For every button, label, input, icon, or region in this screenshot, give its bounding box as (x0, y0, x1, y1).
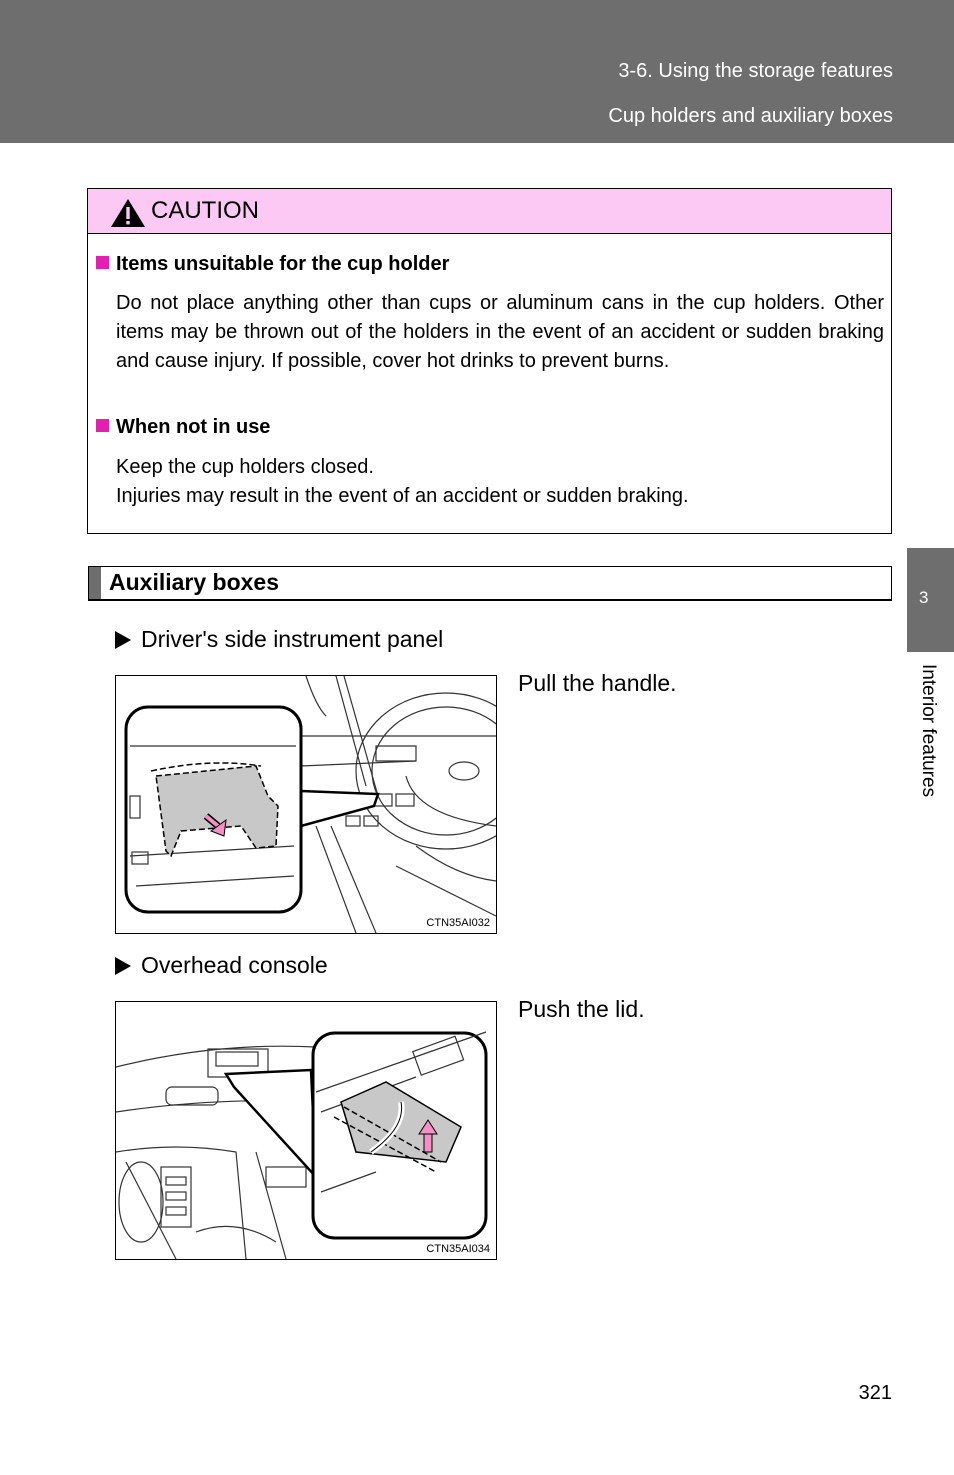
figure-code: CTN35AI034 (426, 1243, 490, 1255)
chapter-number: 3 (919, 588, 929, 607)
instrument-panel-box-illustration (116, 676, 496, 933)
figure-code: CTN35AI032 (426, 917, 490, 929)
section-heading: Auxiliary boxes (109, 569, 280, 595)
overhead-console-box-illustration (116, 1002, 496, 1259)
page-header (0, 0, 954, 143)
caution-box (87, 188, 892, 534)
chapter-label: Interior features (918, 664, 939, 798)
entry-instruction: Push the lid. (518, 996, 645, 1022)
caution-item-text: Do not place anything other than cups or aluminum cans in the cup holders. Other items may be thrown out of the holders in the event of an accident or sudden braking and cause injury. If possible, cover hot drinks to prevent burns. (116, 292, 884, 372)
caution-header (88, 189, 891, 234)
caution-item-text: Keep the cup holders closed. Injuries may result in the event of an accident or sudden braking. (116, 456, 689, 507)
warning-icon (110, 198, 146, 228)
entry-instruction: Pull the handle. (518, 670, 677, 696)
triangle-bullet-icon (115, 957, 131, 975)
subsection-title: Cup holders and auxiliary boxes (608, 105, 893, 127)
caution-item-heading: Items unsuitable for the cup holder (96, 253, 449, 276)
overhead-console-figure (115, 1001, 497, 1260)
entry-label: Driver's side instrument panel (115, 626, 443, 653)
triangle-bullet-icon (115, 631, 131, 649)
bullet-square-icon (96, 256, 109, 269)
bullet-square-icon (96, 419, 109, 432)
page-number: 321 (858, 1382, 892, 1404)
instrument-panel-figure (115, 675, 497, 934)
section-title: 3-6. Using the storage features (618, 60, 893, 82)
section-accent (89, 567, 101, 599)
caution-item-heading: When not in use (96, 416, 270, 439)
caution-title: CAUTION (151, 197, 259, 224)
section-heading-bar (88, 566, 892, 601)
chapter-tab (907, 548, 954, 652)
entry-label: Overhead console (115, 952, 328, 979)
